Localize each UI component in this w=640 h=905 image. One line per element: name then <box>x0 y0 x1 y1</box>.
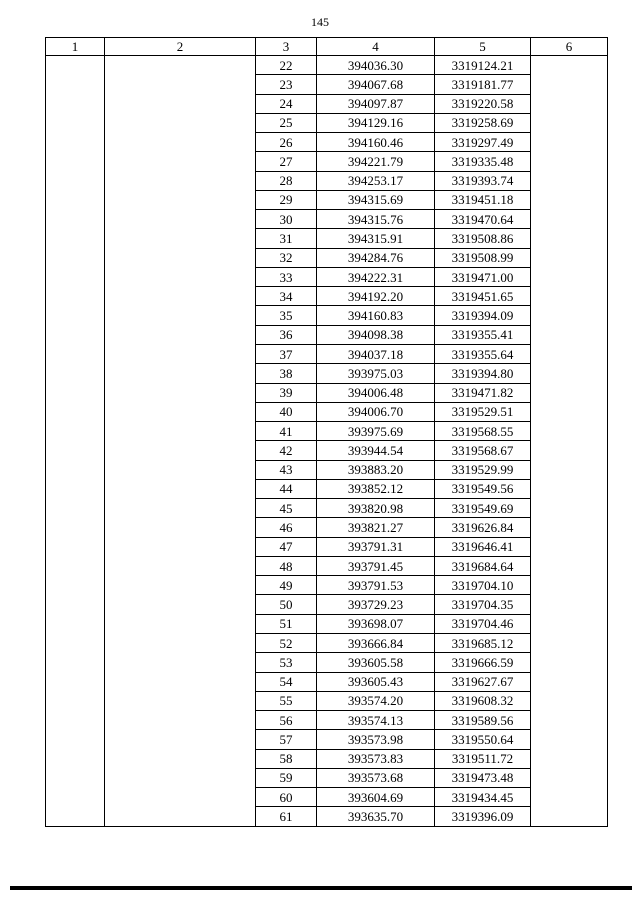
cell-x-coordinate: 393791.53 <box>317 576 435 595</box>
cell-y-coordinate: 3319396.09 <box>435 807 531 826</box>
bottom-rule <box>10 886 632 890</box>
cell-x-coordinate: 393635.70 <box>317 807 435 826</box>
cell-y-coordinate: 3319589.56 <box>435 711 531 730</box>
cell-x-coordinate: 394315.76 <box>317 210 435 229</box>
cell-x-coordinate: 393975.69 <box>317 422 435 441</box>
cell-x-coordinate: 394067.68 <box>317 75 435 94</box>
cell-y-coordinate: 3319568.55 <box>435 422 531 441</box>
cell-x-coordinate: 394315.91 <box>317 229 435 248</box>
cell-y-coordinate: 3319508.99 <box>435 248 531 267</box>
cell-y-coordinate: 3319511.72 <box>435 749 531 768</box>
cell-y-coordinate: 3319181.77 <box>435 75 531 94</box>
cell-y-coordinate: 3319473.48 <box>435 768 531 787</box>
cell-point-number: 41 <box>256 422 317 441</box>
cell-x-coordinate: 393883.20 <box>317 460 435 479</box>
cell-col-6-empty <box>531 56 608 827</box>
cell-x-coordinate: 394006.70 <box>317 402 435 421</box>
cell-y-coordinate: 3319549.69 <box>435 499 531 518</box>
page-number: 145 <box>311 15 329 29</box>
cell-point-number: 48 <box>256 556 317 575</box>
cell-x-coordinate: 393944.54 <box>317 441 435 460</box>
cell-col-1-empty <box>46 56 105 827</box>
cell-x-coordinate: 393791.45 <box>317 556 435 575</box>
cell-y-coordinate: 3319550.64 <box>435 730 531 749</box>
column-header-3: 3 <box>256 38 317 56</box>
cell-y-coordinate: 3319549.56 <box>435 479 531 498</box>
cell-point-number: 44 <box>256 479 317 498</box>
cell-y-coordinate: 3319297.49 <box>435 133 531 152</box>
cell-point-number: 26 <box>256 133 317 152</box>
cell-y-coordinate: 3319471.82 <box>435 383 531 402</box>
cell-y-coordinate: 3319393.74 <box>435 171 531 190</box>
cell-y-coordinate: 3319684.64 <box>435 556 531 575</box>
cell-point-number: 56 <box>256 711 317 730</box>
cell-point-number: 39 <box>256 383 317 402</box>
cell-y-coordinate: 3319434.45 <box>435 788 531 807</box>
cell-y-coordinate: 3319685.12 <box>435 633 531 652</box>
cell-y-coordinate: 3319355.64 <box>435 344 531 363</box>
cell-point-number: 38 <box>256 364 317 383</box>
cell-y-coordinate: 3319470.64 <box>435 210 531 229</box>
cell-x-coordinate: 394315.69 <box>317 190 435 209</box>
cell-point-number: 49 <box>256 576 317 595</box>
cell-point-number: 55 <box>256 691 317 710</box>
cell-point-number: 27 <box>256 152 317 171</box>
cell-x-coordinate: 393975.03 <box>317 364 435 383</box>
cell-x-coordinate: 394037.18 <box>317 344 435 363</box>
cell-x-coordinate: 393573.83 <box>317 749 435 768</box>
cell-point-number: 51 <box>256 614 317 633</box>
cell-x-coordinate: 394253.17 <box>317 171 435 190</box>
cell-point-number: 40 <box>256 402 317 421</box>
cell-y-coordinate: 3319704.46 <box>435 614 531 633</box>
cell-x-coordinate: 394036.30 <box>317 56 435 75</box>
cell-x-coordinate: 393729.23 <box>317 595 435 614</box>
cell-y-coordinate: 3319508.86 <box>435 229 531 248</box>
cell-point-number: 30 <box>256 210 317 229</box>
cell-x-coordinate: 393820.98 <box>317 499 435 518</box>
cell-x-coordinate: 394097.87 <box>317 94 435 113</box>
cell-x-coordinate: 393574.20 <box>317 691 435 710</box>
cell-x-coordinate: 393605.58 <box>317 653 435 672</box>
cell-y-coordinate: 3319666.59 <box>435 653 531 672</box>
cell-point-number: 37 <box>256 344 317 363</box>
cell-point-number: 61 <box>256 807 317 826</box>
cell-point-number: 22 <box>256 56 317 75</box>
cell-x-coordinate: 393791.31 <box>317 537 435 556</box>
cell-point-number: 35 <box>256 306 317 325</box>
cell-x-coordinate: 393604.69 <box>317 788 435 807</box>
cell-y-coordinate: 3319124.21 <box>435 56 531 75</box>
cell-y-coordinate: 3319568.67 <box>435 441 531 460</box>
cell-x-coordinate: 393573.68 <box>317 768 435 787</box>
cell-y-coordinate: 3319451.65 <box>435 287 531 306</box>
column-header-4: 4 <box>317 38 435 56</box>
cell-y-coordinate: 3319627.67 <box>435 672 531 691</box>
cell-point-number: 31 <box>256 229 317 248</box>
cell-point-number: 57 <box>256 730 317 749</box>
cell-point-number: 59 <box>256 768 317 787</box>
cell-x-coordinate: 393573.98 <box>317 730 435 749</box>
cell-y-coordinate: 3319220.58 <box>435 94 531 113</box>
cell-x-coordinate: 393574.13 <box>317 711 435 730</box>
column-header-2: 2 <box>105 38 256 56</box>
cell-y-coordinate: 3319529.99 <box>435 460 531 479</box>
cell-point-number: 45 <box>256 499 317 518</box>
cell-y-coordinate: 3319258.69 <box>435 113 531 132</box>
cell-x-coordinate: 394221.79 <box>317 152 435 171</box>
cell-x-coordinate: 394160.46 <box>317 133 435 152</box>
cell-y-coordinate: 3319394.80 <box>435 364 531 383</box>
column-header-6: 6 <box>531 38 608 56</box>
cell-y-coordinate: 3319608.32 <box>435 691 531 710</box>
column-header-1: 1 <box>46 38 105 56</box>
cell-col-2-empty <box>105 56 256 827</box>
cell-point-number: 33 <box>256 267 317 286</box>
table-row <box>46 56 608 75</box>
header-row <box>46 38 608 56</box>
cell-y-coordinate: 3319451.18 <box>435 190 531 209</box>
coordinates-table <box>45 37 608 827</box>
cell-point-number: 46 <box>256 518 317 537</box>
cell-x-coordinate: 393821.27 <box>317 518 435 537</box>
cell-y-coordinate: 3319646.41 <box>435 537 531 556</box>
cell-point-number: 58 <box>256 749 317 768</box>
cell-y-coordinate: 3319471.00 <box>435 267 531 286</box>
cell-y-coordinate: 3319704.10 <box>435 576 531 595</box>
cell-y-coordinate: 3319335.48 <box>435 152 531 171</box>
cell-x-coordinate: 393666.84 <box>317 633 435 652</box>
cell-y-coordinate: 3319626.84 <box>435 518 531 537</box>
cell-point-number: 50 <box>256 595 317 614</box>
cell-point-number: 34 <box>256 287 317 306</box>
cell-point-number: 28 <box>256 171 317 190</box>
cell-x-coordinate: 394129.16 <box>317 113 435 132</box>
cell-point-number: 42 <box>256 441 317 460</box>
cell-x-coordinate: 394222.31 <box>317 267 435 286</box>
cell-x-coordinate: 393698.07 <box>317 614 435 633</box>
cell-x-coordinate: 394098.38 <box>317 325 435 344</box>
cell-x-coordinate: 394192.20 <box>317 287 435 306</box>
cell-point-number: 53 <box>256 653 317 672</box>
cell-point-number: 36 <box>256 325 317 344</box>
cell-point-number: 25 <box>256 113 317 132</box>
cell-point-number: 52 <box>256 633 317 652</box>
cell-point-number: 32 <box>256 248 317 267</box>
cell-point-number: 60 <box>256 788 317 807</box>
cell-y-coordinate: 3319394.09 <box>435 306 531 325</box>
cell-point-number: 29 <box>256 190 317 209</box>
cell-point-number: 47 <box>256 537 317 556</box>
cell-y-coordinate: 3319704.35 <box>435 595 531 614</box>
cell-point-number: 24 <box>256 94 317 113</box>
table-body <box>46 56 608 827</box>
cell-point-number: 54 <box>256 672 317 691</box>
cell-point-number: 23 <box>256 75 317 94</box>
cell-x-coordinate: 394006.48 <box>317 383 435 402</box>
cell-x-coordinate: 394284.76 <box>317 248 435 267</box>
cell-point-number: 43 <box>256 460 317 479</box>
cell-y-coordinate: 3319529.51 <box>435 402 531 421</box>
cell-x-coordinate: 394160.83 <box>317 306 435 325</box>
cell-x-coordinate: 393605.43 <box>317 672 435 691</box>
cell-x-coordinate: 393852.12 <box>317 479 435 498</box>
column-header-5: 5 <box>435 38 531 56</box>
cell-y-coordinate: 3319355.41 <box>435 325 531 344</box>
table-header <box>46 38 608 56</box>
